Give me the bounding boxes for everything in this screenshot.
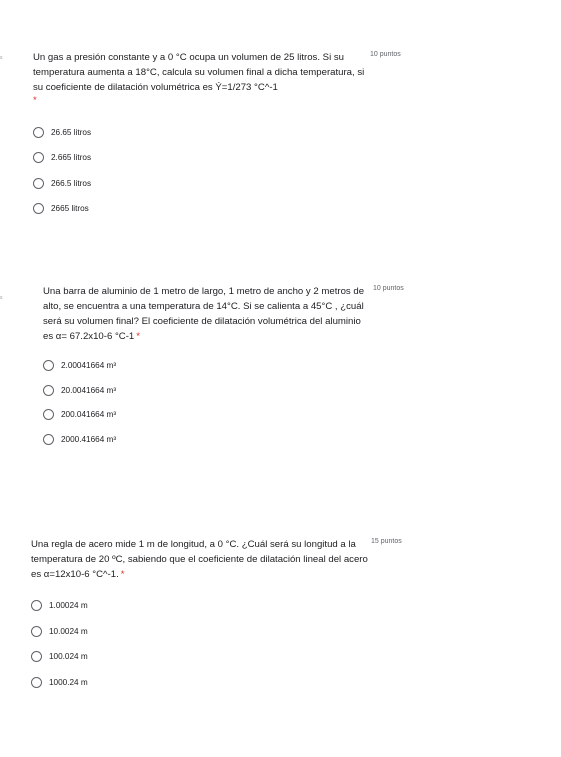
radio-button[interactable] (33, 152, 44, 163)
radio-option[interactable] (31, 624, 88, 638)
option-label: 1.00024 m (49, 600, 88, 610)
option-label: 2665 litros (51, 203, 89, 213)
radio-button[interactable] (33, 203, 44, 214)
question-text (43, 284, 365, 344)
left-edge-mark: s (0, 55, 3, 61)
radio-option[interactable] (43, 407, 116, 421)
required-asterisk: * (136, 331, 140, 342)
radio-button[interactable] (31, 677, 42, 688)
radio-option[interactable] (31, 649, 88, 663)
points-label: 10 puntos (373, 285, 404, 292)
radio-option[interactable] (33, 176, 91, 190)
option-label: 2000.41664 m³ (61, 434, 117, 444)
points-label: 10 puntos (370, 51, 401, 58)
radio-button[interactable] (33, 178, 44, 189)
radio-option[interactable] (33, 125, 91, 139)
radio-option[interactable] (43, 432, 116, 446)
radio-option[interactable] (31, 675, 88, 689)
required-asterisk: * (33, 95, 37, 106)
radio-button[interactable] (43, 409, 54, 420)
radio-option[interactable] (33, 201, 89, 215)
radio-button[interactable] (31, 651, 42, 662)
required-asterisk: * (120, 569, 125, 580)
question-title: Una barra de aluminio de 1 metro de largo, 1 metro de ancho y 2 metros de alto, se encuentra a una temperatura de 14°C. Si se calienta a 45°C , ¿cuál será su volumen final? El coeficiente de dilatación volumétrica del aluminio es α= 67.2x10-6 °C-1 (43, 286, 365, 342)
radio-option[interactable] (31, 598, 88, 612)
points-label: 15 puntos (371, 538, 402, 545)
radio-option[interactable] (33, 150, 91, 164)
option-label: 26.65 litros (51, 127, 92, 137)
option-label: 1000.24 m (49, 677, 88, 687)
question-title: Una regla de acero mide 1 m de longitud, a 0 °C. ¿Cuál será su longitud a la temperatura de 20 ºC, sabiendo que el coeficiente de dilatación lineal del acero es α=12x10-6 °C^-1. (31, 539, 368, 580)
radio-option[interactable] (43, 383, 116, 397)
option-label: 266.5 litros (51, 178, 92, 188)
radio-option[interactable] (43, 358, 116, 372)
option-label: 2.00041664 m³ (61, 360, 117, 370)
option-label: 20.0041664 m³ (61, 385, 117, 395)
left-edge-mark: s (0, 295, 3, 301)
option-label: 100.024 m (49, 651, 88, 661)
option-label: 2.665 litros (51, 152, 92, 162)
question-text (33, 50, 373, 107)
radio-button[interactable] (43, 434, 54, 445)
question-title: Un gas a presión constante y a 0 °C ocupa un volumen de 25 litros. Si su temperatura aumenta a 18°C, calcula su volumen final a dicha temperatura, si su coeficiente de dilatación volumétrica es Ý=1/273 °C^-1 (33, 52, 365, 93)
radio-button[interactable] (43, 385, 54, 396)
question-text (31, 537, 371, 582)
radio-button[interactable] (31, 600, 42, 611)
radio-button[interactable] (31, 626, 42, 637)
radio-button[interactable] (43, 360, 54, 371)
radio-button[interactable] (33, 127, 44, 138)
option-label: 200.041664 m³ (61, 409, 117, 419)
option-label: 10.0024 m (49, 626, 88, 636)
